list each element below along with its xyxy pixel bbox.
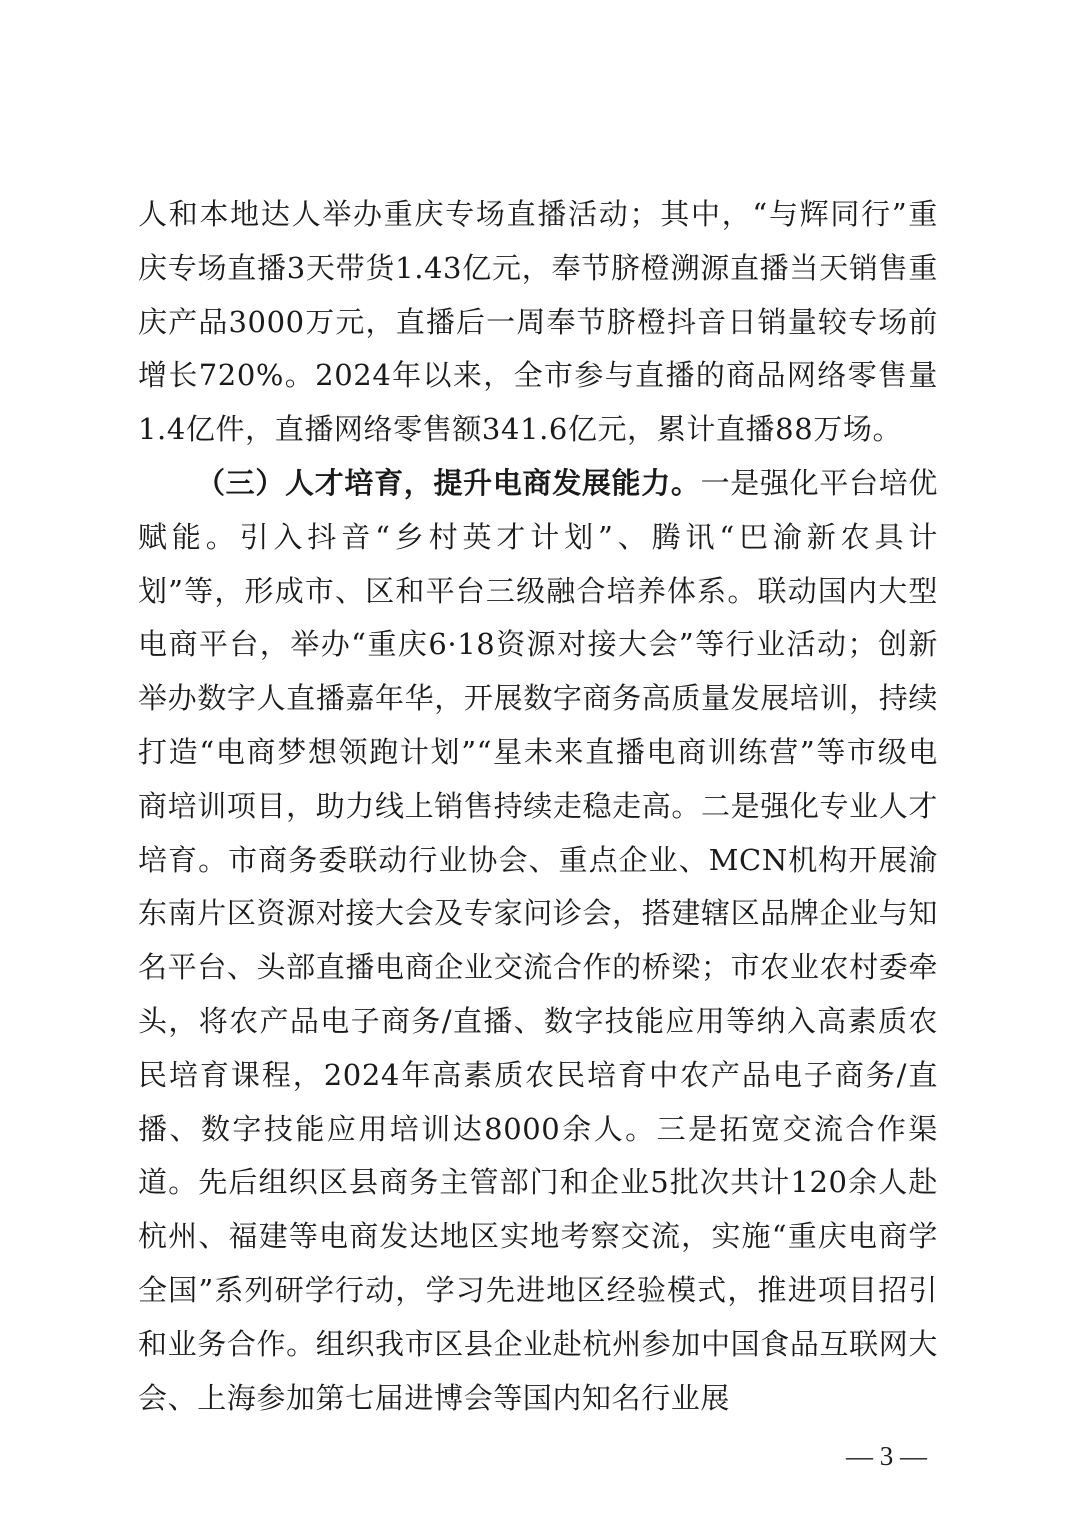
- paragraph-talent-cultivation: [138, 457, 938, 1425]
- section-heading: （三）人才培育，提升电商发展能力。: [196, 465, 701, 500]
- paragraph-text: 一是强化平台培优赋能。引入抖音“乡村英才计划”、腾讯“巴渝新农具计划”等，形成市、区和平台三级融合培养体系。联动国内大型电商平台，举办“重庆6·18资源对接大会”等行业活动；创新举办数字人直播嘉年华，开展数字商务高质量发展培训，持续打造“电商梦想领跑计划”“星未来直播电商训练营”等市级电商培训项目，助力线上销售持续走稳走高。二是强化专业人才培育。市商务委联动行业协会、重点企业、MCN机构开展渝东南片区资源对接大会及专家问诊会，搭建辖区品牌企业与知名平台、头部直播电商企业交流合作的桥梁；市农业农村委牵头，将农产品电子商务/直播、数字技能应用等纳入高素质农民培育课程，2024年高素质农民培育中农产品电子商务/直播、数字技能应用培训达8000余人。三是拓宽交流合作渠道。先后组织区县商务主管部门和企业5批次共计120余人赴杭州、福建等电商发达地区实地考察交流，实施“重庆电商学全国”系列研学行动，学习先进地区经验模式，推进项目招引和业务合作。组织我市区县企业赴杭州参加中国食品互联网大会、上海参加第七届进博会等国内知名行业展: [138, 465, 938, 1415]
- paragraph-livestream-results: [138, 188, 938, 457]
- paragraph-text: 人和本地达人举办重庆专场直播活动；其中，“与辉同行”重庆专场直播3天带货1.43亿元，奉节脐橙溯源直播当天销售重庆产品3000万元，直播后一周奉节脐橙抖音日销量较专场前增长720%。2024年以来，全市参与直播的商品网络零售量1.4亿件，直播网络零售额341.6亿元，累计直播88万场。: [138, 197, 938, 447]
- document-body: [138, 188, 938, 1425]
- page-number: — 3 —: [846, 1441, 927, 1471]
